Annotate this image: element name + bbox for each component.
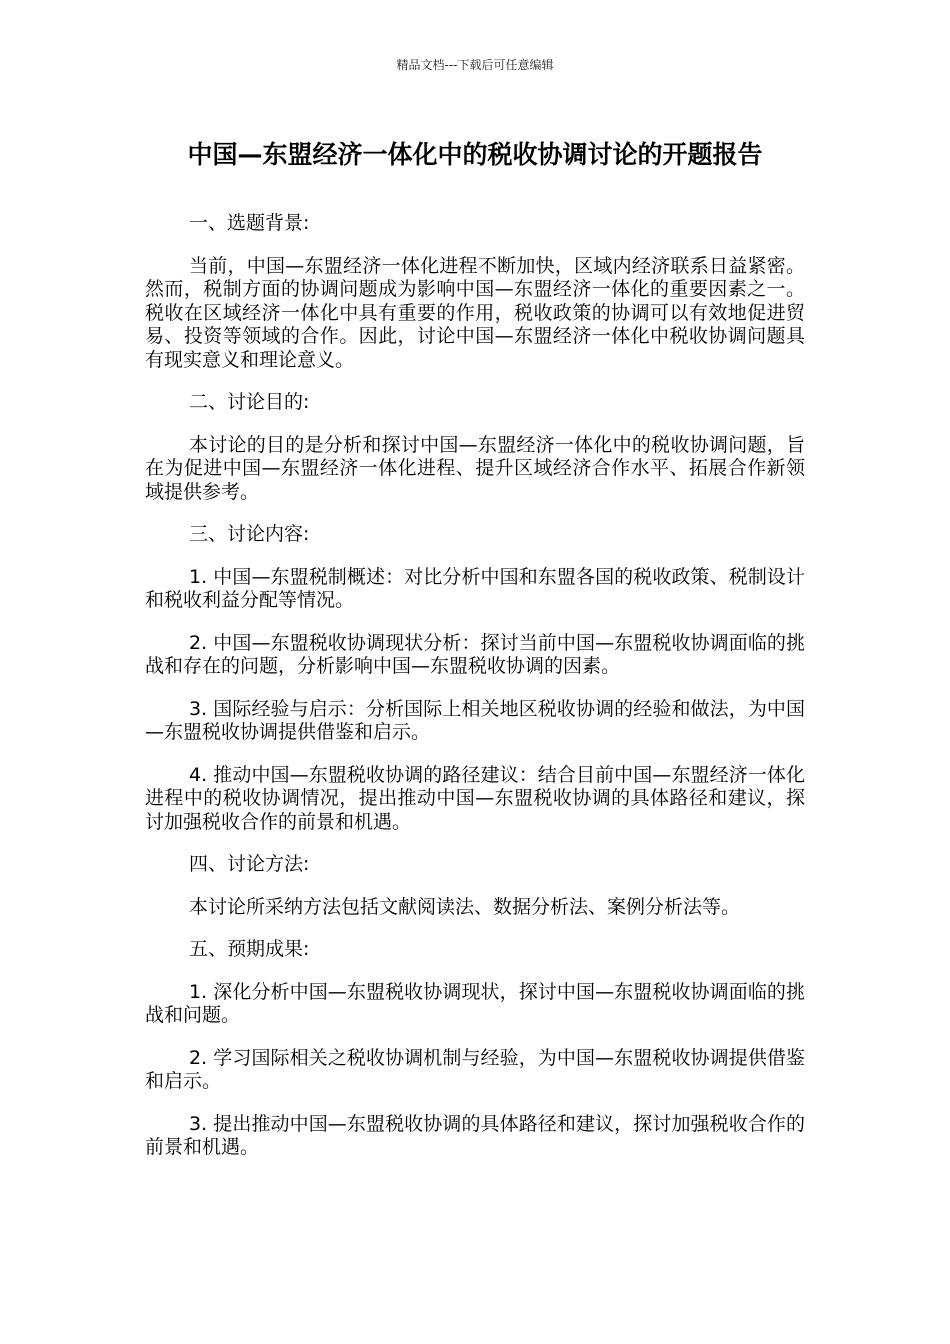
document-body xyxy=(145,212,805,1179)
section-heading-method: 四、讨论方法: xyxy=(189,853,310,875)
header-note: 精品文档---下载后可任意编辑 xyxy=(396,58,554,72)
content-item-4: 4. 推动中国—东盟税收协调的路径建议：结合目前中国—东盟经济一体化进程中的税收协调情况，提出推动中国—东盟税收协调的具体路径和建议，探讨加强税收合作的前景和机遇。 xyxy=(145,763,805,833)
paragraph-background: 当前，中国—东盟经济一体化进程不断加快，区域内经济联系日益紧密。然而，税制方面的协调问题成为影响中国—东盟经济一体化的重要因素之一。税收在区域经济一体化中具有重要的作用，税收政策的协调可以有效地促进贸易、投资等领域的合作。因此，讨论中国—东盟经济一体化中税收协调问题具有现实意义和理论意义。 xyxy=(145,254,805,371)
section-heading-purpose: 二、讨论目的: xyxy=(189,391,310,413)
content-item-2: 2. 中国—东盟税收协调现状分析：探讨当前中国—东盟税收协调面临的挑战和存在的问题，分析影响中国—东盟税收协调的因素。 xyxy=(145,631,805,677)
result-item-1: 1. 深化分析中国—东盟税收协调现状，探讨中国—东盟税收协调面临的挑战和问题。 xyxy=(145,980,805,1026)
document-title: 中国—东盟经济一体化中的税收协调讨论的开题报告 xyxy=(187,140,763,169)
paragraph-method: 本讨论所采纳方法包括文献阅读法、数据分析法、案例分析法等。 xyxy=(189,895,741,918)
section-heading-background: 一、选题背景: xyxy=(189,212,310,234)
result-item-2: 2. 学习国际相关之税收协调机制与经验，为中国—东盟税收协调提供借鉴和启示。 xyxy=(145,1046,805,1092)
content-item-3: 3. 国际经验与启示：分析国际上相关地区税收协调的经验和做法，为中国—东盟税收协调提供借鉴和启示。 xyxy=(145,697,805,743)
section-heading-content: 三、讨论内容: xyxy=(189,523,310,545)
paragraph-purpose: 本讨论的目的是分析和探讨中国—东盟经济一体化中的税收协调问题，旨在为促进中国—东盟经济一体化进程、提升区域经济合作水平、拓展合作新领域提供参考。 xyxy=(145,433,805,503)
result-item-3: 3. 提出推动中国—东盟税收协调的具体路径和建议，探讨加强税收合作的前景和机遇。 xyxy=(145,1112,805,1158)
section-heading-results: 五、预期成果: xyxy=(189,938,310,960)
content-item-1: 1. 中国—东盟税制概述：对比分析中国和东盟各国的税收政策、税制设计和税收利益分配等情况。 xyxy=(145,565,805,611)
